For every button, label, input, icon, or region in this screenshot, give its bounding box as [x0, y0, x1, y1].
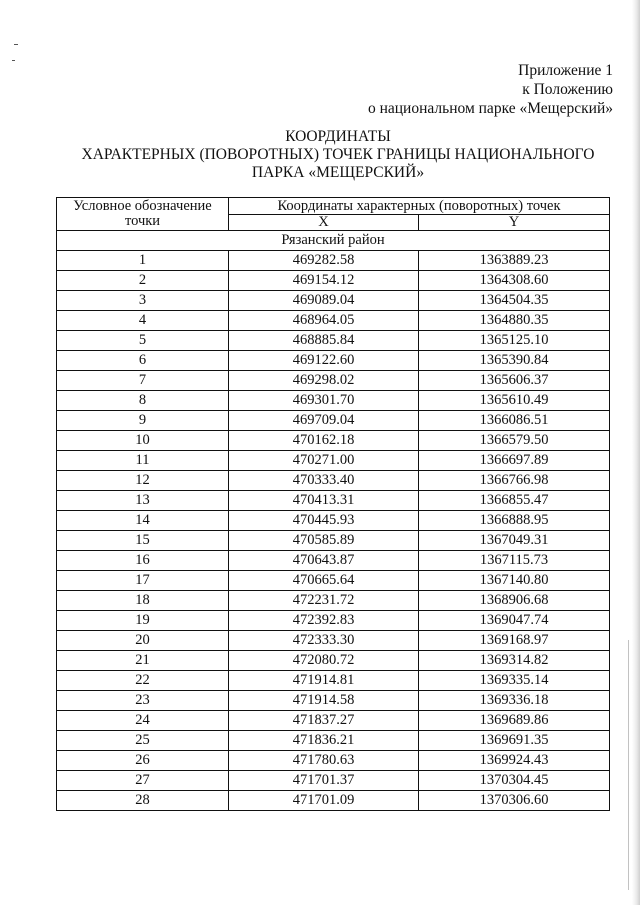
title-line-2: ХАРАКТЕРНЫХ (ПОВОРОТНЫХ) ТОЧЕК ГРАНИЦЫ НАЦИОНАЛЬНОГО — [81, 146, 595, 163]
x-coordinate-cell: 472231.72 — [229, 591, 419, 611]
table-row — [57, 251, 610, 271]
y-coordinate-cell: 1369336.18 — [419, 691, 610, 711]
y-coordinate-cell: 1364504.35 — [419, 291, 610, 311]
table-row — [57, 531, 610, 551]
point-number-cell: 12 — [57, 471, 229, 491]
x-coordinate-cell: 472080.72 — [229, 651, 419, 671]
appendix-note — [368, 61, 613, 118]
point-number-cell: 24 — [57, 711, 229, 731]
table-row — [57, 691, 610, 711]
point-number-cell: 14 — [57, 511, 229, 531]
point-number-cell: 10 — [57, 431, 229, 451]
y-coordinate-cell: 1367140.80 — [419, 571, 610, 591]
point-number-cell: 7 — [57, 371, 229, 391]
table-row — [57, 411, 610, 431]
table-row — [57, 451, 610, 471]
y-coordinate-cell: 1368906.68 — [419, 591, 610, 611]
title-line-1: КООРДИНАТЫ — [285, 128, 391, 145]
table-row — [57, 551, 610, 571]
point-number-cell: 23 — [57, 691, 229, 711]
point-number-cell: 22 — [57, 671, 229, 691]
point-number-cell: 25 — [57, 731, 229, 751]
table-row — [57, 571, 610, 591]
y-coordinate-cell: 1370306.60 — [419, 791, 610, 811]
x-coordinate-cell: 471837.27 — [229, 711, 419, 731]
table-row — [57, 711, 610, 731]
y-header: Y — [419, 215, 610, 231]
y-coordinate-cell: 1366086.51 — [419, 411, 610, 431]
x-coordinate-cell: 469709.04 — [229, 411, 419, 431]
table-row — [57, 771, 610, 791]
point-number-cell: 9 — [57, 411, 229, 431]
point-number-cell: 18 — [57, 591, 229, 611]
x-coordinate-cell: 470162.18 — [229, 431, 419, 451]
table-row — [57, 631, 610, 651]
y-coordinate-cell: 1366697.89 — [419, 451, 610, 471]
x-coordinate-cell: 470665.64 — [229, 571, 419, 591]
x-coordinate-cell: 469301.70 — [229, 391, 419, 411]
point-number-cell: 27 — [57, 771, 229, 791]
y-coordinate-cell: 1364308.60 — [419, 271, 610, 291]
point-number-cell: 21 — [57, 651, 229, 671]
y-coordinate-cell: 1369691.35 — [419, 731, 610, 751]
x-coordinate-cell: 470585.89 — [229, 531, 419, 551]
scan-speck — [12, 60, 15, 61]
scan-artifact-line — [628, 640, 629, 890]
table-row — [57, 471, 610, 491]
table-row — [57, 311, 610, 331]
table-row — [57, 291, 610, 311]
coordinates-table — [56, 197, 610, 811]
y-coordinate-cell: 1363889.23 — [419, 251, 610, 271]
point-number-cell: 4 — [57, 311, 229, 331]
x-coordinate-cell: 470271.00 — [229, 451, 419, 471]
table-row — [57, 351, 610, 371]
x-coordinate-cell: 470333.40 — [229, 471, 419, 491]
title-line-3: ПАРКА «МЕЩЕРСКИЙ» — [251, 164, 425, 181]
table-row — [57, 511, 610, 531]
table-row — [57, 431, 610, 451]
y-coordinate-cell: 1369168.97 — [419, 631, 610, 651]
x-coordinate-cell: 469089.04 — [229, 291, 419, 311]
region-label: Рязанский район — [57, 231, 610, 251]
y-coordinate-cell: 1365606.37 — [419, 371, 610, 391]
x-coordinate-cell: 471701.09 — [229, 791, 419, 811]
point-number-cell: 6 — [57, 351, 229, 371]
x-coordinate-cell: 468885.84 — [229, 331, 419, 351]
point-number-cell: 5 — [57, 331, 229, 351]
y-coordinate-cell: 1365390.84 — [419, 351, 610, 371]
x-coordinate-cell: 469122.60 — [229, 351, 419, 371]
point-number-cell: 8 — [57, 391, 229, 411]
y-coordinate-cell: 1366766.98 — [419, 471, 610, 491]
y-coordinate-cell: 1369314.82 — [419, 651, 610, 671]
document-title — [0, 128, 640, 182]
x-coordinate-cell: 469282.58 — [229, 251, 419, 271]
x-coordinate-cell: 470445.93 — [229, 511, 419, 531]
appendix-line-3: о национальном парке «Мещерский» — [367, 100, 613, 117]
table-row — [57, 391, 610, 411]
point-number-cell: 3 — [57, 291, 229, 311]
x-coordinate-cell: 471914.81 — [229, 671, 419, 691]
y-coordinate-cell: 1367049.31 — [419, 531, 610, 551]
point-number-cell: 1 — [57, 251, 229, 271]
table-row — [57, 671, 610, 691]
y-coordinate-cell: 1366855.47 — [419, 491, 610, 511]
x-coordinate-cell: 468964.05 — [229, 311, 419, 331]
y-coordinate-cell: 1370304.45 — [419, 771, 610, 791]
point-number-cell: 20 — [57, 631, 229, 651]
x-coordinate-cell: 471780.63 — [229, 751, 419, 771]
point-number-cell: 19 — [57, 611, 229, 631]
appendix-line-2: к Положению — [522, 81, 613, 98]
x-coordinate-cell: 472392.83 — [229, 611, 419, 631]
table-row — [57, 731, 610, 751]
x-coordinate-cell: 471701.37 — [229, 771, 419, 791]
point-number-cell: 16 — [57, 551, 229, 571]
table-row — [57, 611, 610, 631]
table-row — [57, 791, 610, 811]
y-coordinate-cell: 1364880.35 — [419, 311, 610, 331]
y-coordinate-cell: 1369047.74 — [419, 611, 610, 631]
appendix-line-1: Приложение 1 — [518, 62, 613, 79]
y-coordinate-cell: 1366579.50 — [419, 431, 610, 451]
x-coordinate-cell: 471914.58 — [229, 691, 419, 711]
y-coordinate-cell: 1365610.49 — [419, 391, 610, 411]
table-row — [57, 651, 610, 671]
table-row — [57, 331, 610, 351]
y-coordinate-cell: 1366888.95 — [419, 511, 610, 531]
coordinates-header: Координаты характерных (поворотных) точек — [229, 198, 610, 215]
table-row — [57, 491, 610, 511]
y-coordinate-cell: 1369335.14 — [419, 671, 610, 691]
point-header: Условное обозначение точки — [57, 198, 229, 231]
y-coordinate-cell: 1369924.43 — [419, 751, 610, 771]
x-coordinate-cell: 470643.87 — [229, 551, 419, 571]
x-coordinate-cell: 472333.30 — [229, 631, 419, 651]
y-coordinate-cell: 1369689.86 — [419, 711, 610, 731]
point-number-cell: 15 — [57, 531, 229, 551]
x-coordinate-cell: 469298.02 — [229, 371, 419, 391]
x-coordinate-cell: 470413.31 — [229, 491, 419, 511]
point-number-cell: 11 — [57, 451, 229, 471]
table-row — [57, 751, 610, 771]
x-coordinate-cell: 469154.12 — [229, 271, 419, 291]
point-number-cell: 26 — [57, 751, 229, 771]
x-header: X — [229, 215, 419, 231]
x-coordinate-cell: 471836.21 — [229, 731, 419, 751]
table-row — [57, 271, 610, 291]
scan-speck — [14, 44, 18, 45]
table-row — [57, 591, 610, 611]
table-row — [57, 371, 610, 391]
y-coordinate-cell: 1367115.73 — [419, 551, 610, 571]
point-number-cell: 13 — [57, 491, 229, 511]
point-number-cell: 2 — [57, 271, 229, 291]
point-number-cell: 28 — [57, 791, 229, 811]
point-number-cell: 17 — [57, 571, 229, 591]
y-coordinate-cell: 1365125.10 — [419, 331, 610, 351]
